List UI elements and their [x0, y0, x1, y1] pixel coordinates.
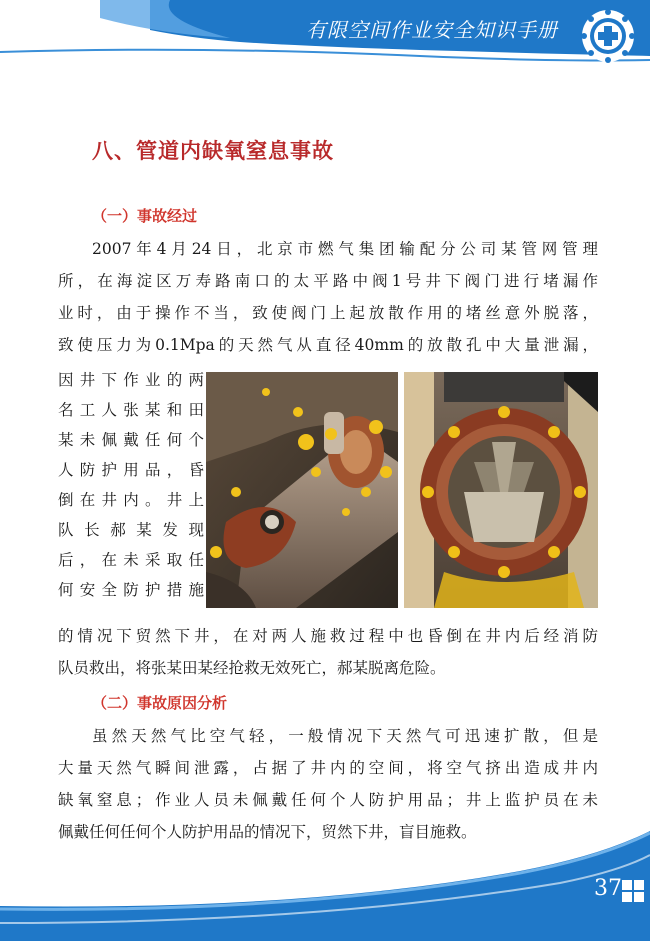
paragraph-line: 因井下作业的两 [58, 371, 204, 389]
paragraph-line: 虽然天然气比空气轻，一般情况下天然气可迅速扩散，但是 [92, 727, 598, 745]
paragraph-line: 人防护用品，昏 [58, 461, 204, 479]
photo-pipe-flange [404, 372, 598, 608]
paragraph-line: 队员救出，将张某田某经抢救无效死亡，郝某脱离危险。 [58, 659, 446, 677]
paragraph-line: 缺氧窒息；作业人员未佩戴任何个人防护用品；井上监护员在未 [58, 791, 598, 809]
paragraph-line: 某未佩戴任何个 [58, 431, 204, 449]
paragraph-line: 2007年4月24日，北京市燃气集团输配分公司某管网管理 [92, 240, 598, 258]
safety-cross-logo-icon [580, 8, 636, 64]
paragraph-line: 业时，由于操作不当，致使阀门上起放散作用的堵丝意外脱落， [58, 304, 598, 322]
subheading-accident-process: （一）事故经过 [92, 207, 198, 225]
paragraph-line: 何安全防护措施 [58, 581, 204, 599]
header-title: 有限空间作业安全知识手册 [306, 18, 558, 42]
grid-squares-icon [622, 880, 644, 902]
paragraph-line: 倒在井内。井上 [58, 491, 204, 509]
section-title: 八、管道内缺氧窒息事故 [92, 138, 334, 163]
paragraph-line: 所，在海淀区万寿路南口的太平路中阀1号井下阀门进行堵漏作 [58, 272, 598, 290]
paragraph-line: 大量天然气瞬间泄露，占据了井内的空间，将空气挤出造成井内 [58, 759, 598, 777]
paragraph-line: 名工人张某和田 [58, 401, 204, 419]
page-number: 37 [594, 876, 622, 901]
paragraph-line: 队长郝某发现 [58, 521, 204, 539]
footer-wave [0, 811, 650, 941]
paragraph-line: 致使压力为0.1Mpa的天然气从直径40mm的放散孔中大量泄漏， [58, 336, 598, 354]
paragraph-line: 后，在未采取任 [58, 551, 204, 569]
subheading-cause-analysis: （二）事故原因分析 [92, 694, 228, 712]
paragraph-line: 佩戴任何任何个人防护用品的情况下，贸然下井，盲目施救。 [58, 823, 477, 841]
photo-rusty-valve [206, 372, 398, 608]
paragraph-line: 的情况下贸然下井，在对两人施救过程中也昏倒在井内后经消防 [58, 627, 598, 645]
